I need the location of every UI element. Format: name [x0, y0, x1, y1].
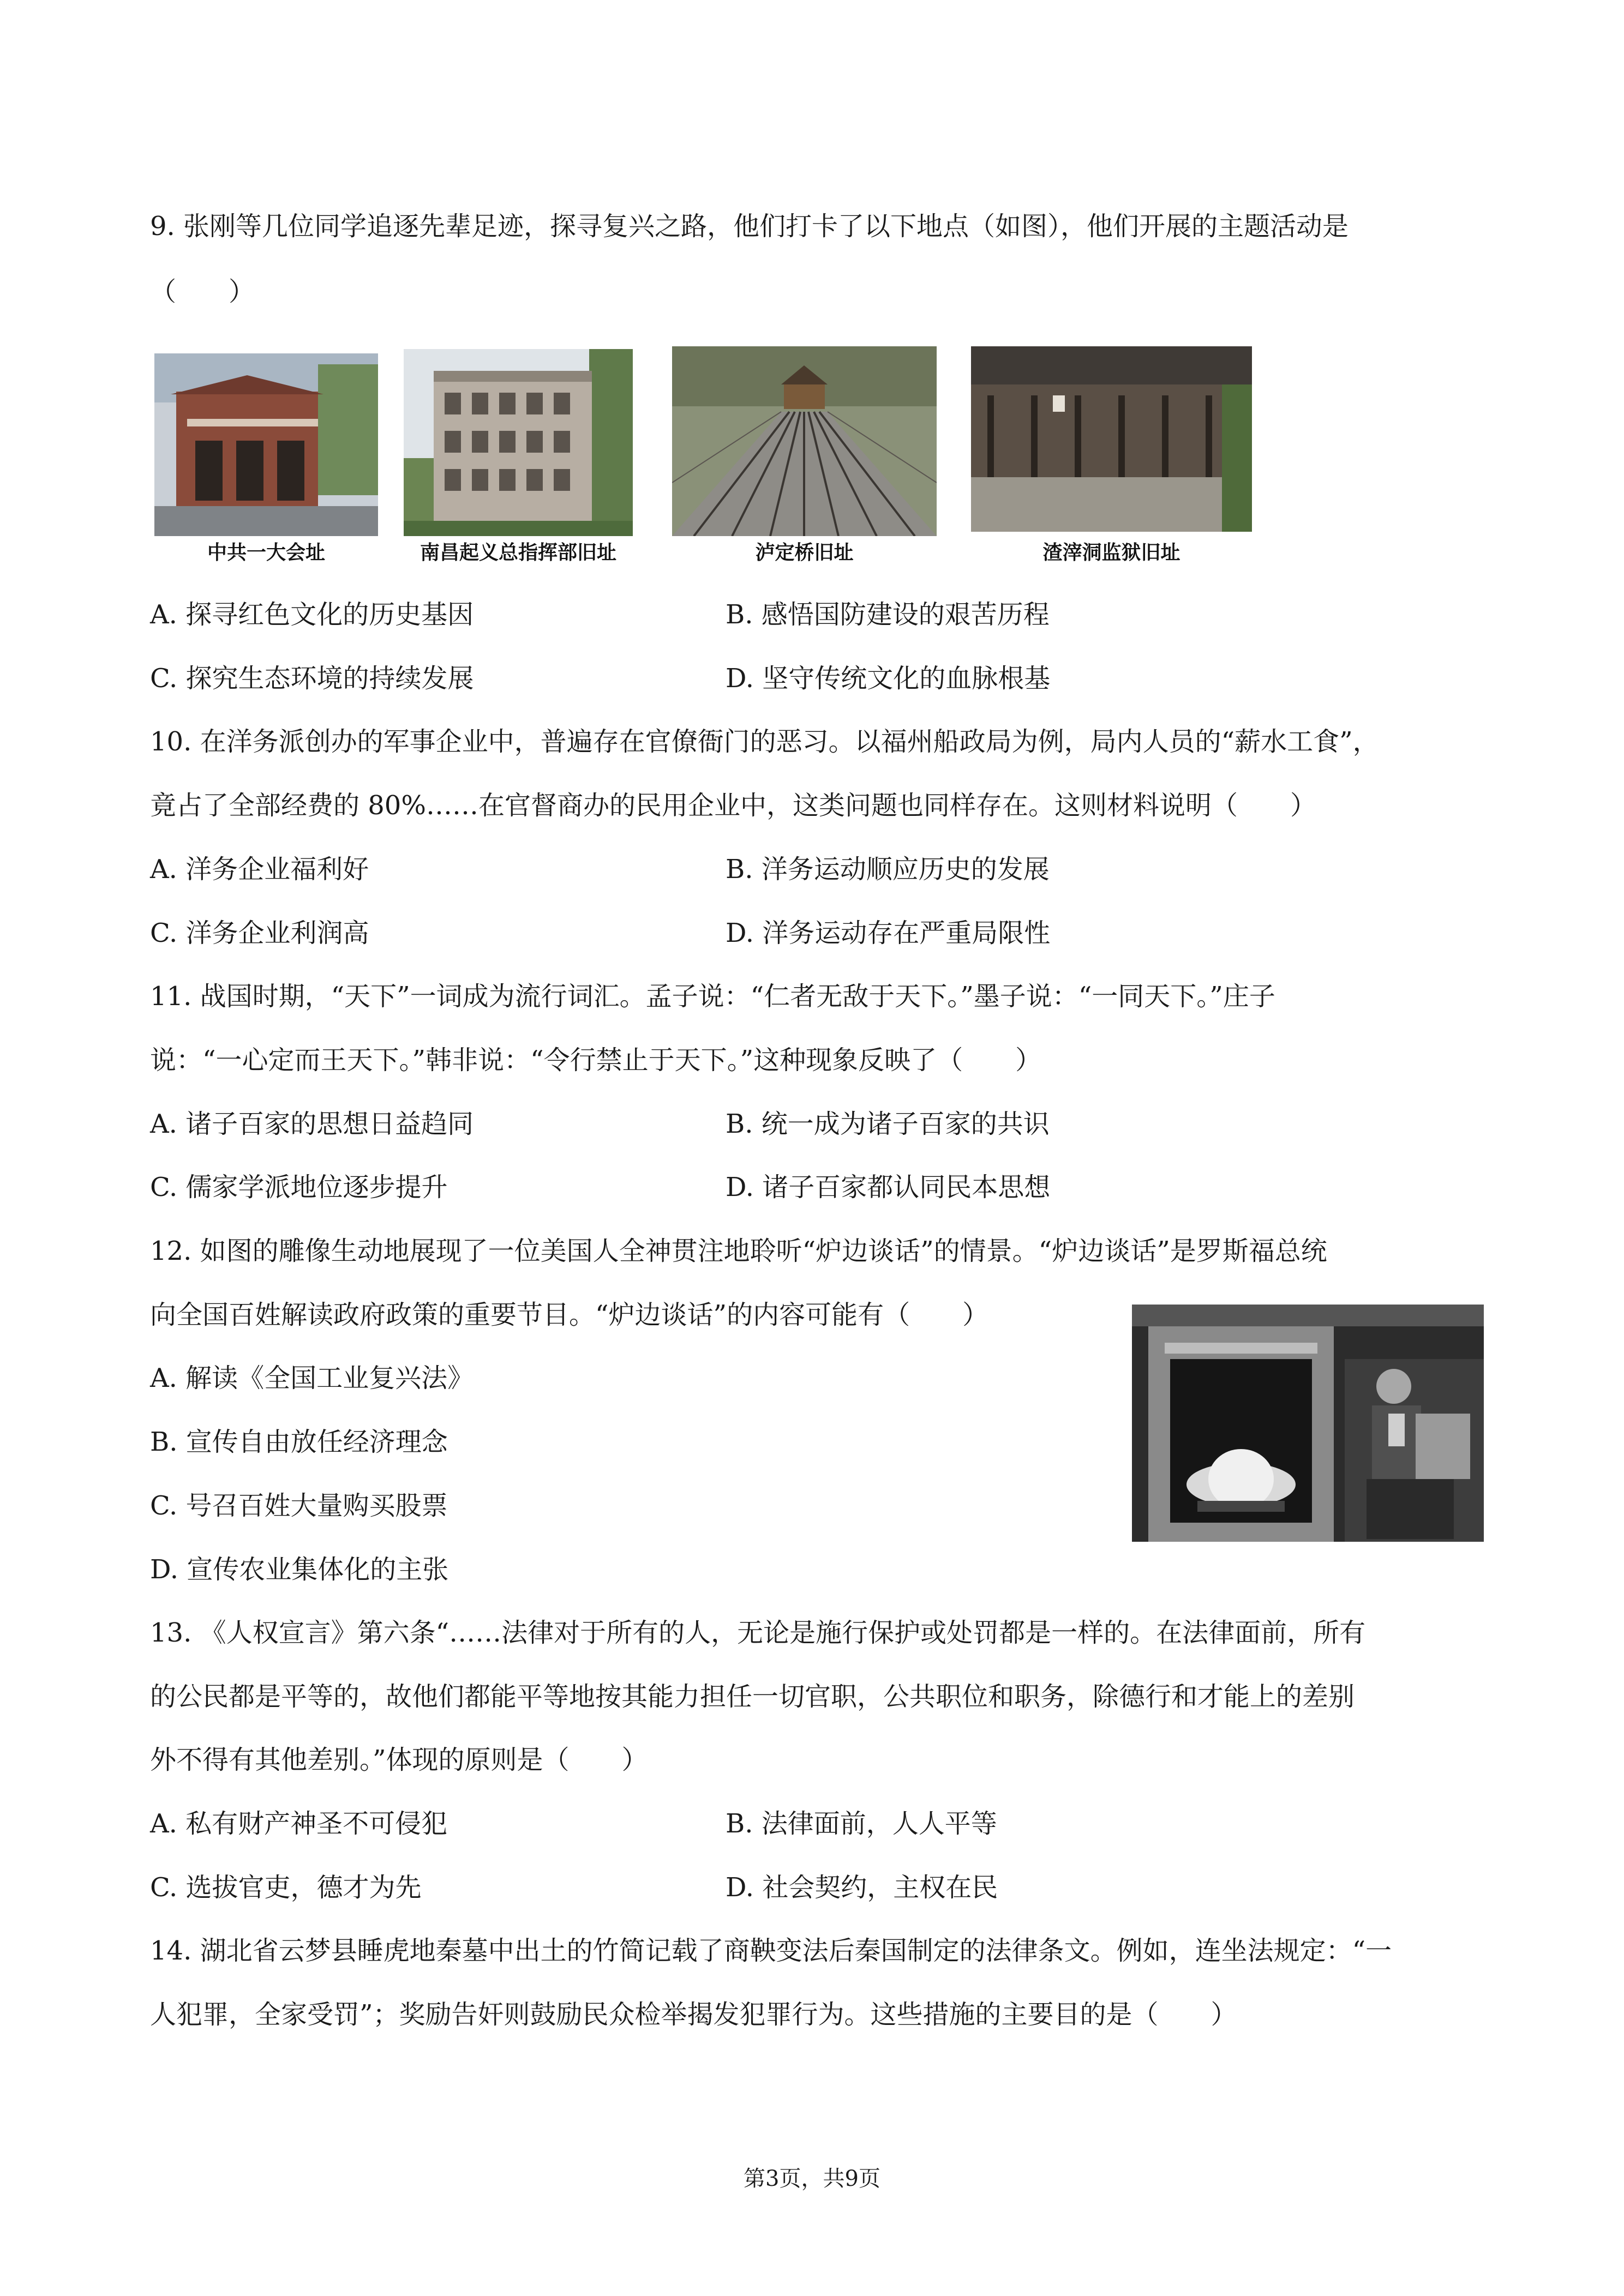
q13-option-a[interactable]: A. 私有财产神圣不可侵犯: [150, 1808, 448, 1839]
page-number-footer: 第3页，共9页: [744, 2166, 880, 2191]
q11-stem-line1: 11. 战国时期，“天下”一词成为流行词汇。孟子说：“仁者无敌于天下。”墨子说：“一同天下。”庄子: [150, 981, 1275, 1012]
photo-nanchang-uprising-hq: [404, 349, 633, 536]
q14-stem-line1: 14. 湖北省云梦县睡虎地秦墓中出土的竹简记载了商鞅变法后秦国制定的法律条文。例如，连坐法规定：“一: [150, 1936, 1392, 1966]
q13-stem-line1: 13. 《人权宣言》第六条“……法律对于所有的人，无论是施行保护或处罚都是一样的。在法律面前，所有: [150, 1618, 1366, 1648]
q10-option-d[interactable]: D. 洋务运动存在严重局限性: [726, 918, 1051, 948]
photo-zhazidong-prison: [971, 346, 1252, 532]
photo-luding-bridge: [672, 346, 937, 536]
q10-option-c[interactable]: C. 洋务企业利润高: [150, 918, 369, 948]
q13-option-c[interactable]: C. 选拔官吏，德才为先: [150, 1872, 422, 1903]
q13-option-d[interactable]: D. 社会契约，主权在民: [726, 1872, 998, 1903]
q9-option-a[interactable]: A. 探寻红色文化的历史基因: [150, 599, 474, 630]
photo-fireside-chat-statue: [1132, 1305, 1484, 1542]
q12-option-c[interactable]: C. 号召百姓大量购买股票: [150, 1490, 448, 1521]
q12-option-b[interactable]: B. 宣传自由放任经济理念: [150, 1427, 448, 1457]
q12-option-d[interactable]: D. 宣传农业集体化的主张: [150, 1554, 449, 1585]
q9-option-c[interactable]: C. 探究生态环境的持续发展: [150, 663, 474, 694]
q11-option-b[interactable]: B. 统一成为诸子百家的共识: [726, 1109, 1050, 1139]
q12-option-a[interactable]: A. 解读《全国工业复兴法》: [150, 1363, 474, 1393]
caption-nanchang-uprising-hq: 南昌起义总指挥部旧址: [420, 542, 616, 564]
q11-option-c[interactable]: C. 儒家学派地位逐步提升: [150, 1172, 448, 1203]
q14-stem-line2: 人犯罪，全家受罚”；奖励告奸则鼓励民众检举揭发犯罪行为。这些措施的主要目的是（ ）: [150, 1999, 1237, 2030]
q12-stem-line2: 向全国百姓解读政府政策的重要节目。“炉边谈话”的内容可能有（ ）: [150, 1300, 989, 1330]
q10-stem-line1: 10. 在洋务派创办的军事企业中，普遍存在官僚衙门的恶习。以福州船政局为例，局内人员的“薪水工食”，: [150, 726, 1379, 757]
photo-first-congress-site: [154, 353, 378, 536]
q9-option-d[interactable]: D. 坚守传统文化的血脉根基: [726, 663, 1051, 694]
q9-option-b[interactable]: B. 感悟国防建设的艰苦历程: [726, 599, 1050, 630]
q10-stem-line2: 竟占了全部经费的 80%……在官督商办的民用企业中，这类问题也同样存在。这则材料说明（ ）: [150, 790, 1316, 821]
q13-stem-line2: 的公民都是平等的，故他们都能平等地按其能力担任一切官职，公共职位和职务，除德行和才能上的差别: [150, 1681, 1355, 1712]
q11-option-a[interactable]: A. 诸子百家的思想日益趋同: [150, 1109, 474, 1139]
q11-option-d[interactable]: D. 诸子百家都认同民本思想: [726, 1172, 1051, 1203]
q13-stem-line3: 外不得有其他差别。”体现的原则是（ ）: [150, 1745, 648, 1775]
q9-stem-line2: （ ）: [150, 277, 255, 307]
q12-stem-line1: 12. 如图的雕像生动地展现了一位美国人全神贯注地聆听“炉边谈话”的情景。“炉边谈话”是罗斯福总统: [150, 1236, 1327, 1266]
caption-zhazidong-prison: 渣滓洞监狱旧址: [1042, 542, 1180, 564]
caption-luding-bridge: 泸定桥旧址: [755, 542, 854, 564]
q11-stem-line2: 说：“一心定而王天下。”韩非说：“令行禁止于天下。”这种现象反映了（ ）: [150, 1045, 1042, 1075]
q13-option-b[interactable]: B. 法律面前，人人平等: [726, 1808, 997, 1839]
q10-option-a[interactable]: A. 洋务企业福利好: [150, 854, 369, 885]
q10-option-b[interactable]: B. 洋务运动顺应历史的发展: [726, 854, 1050, 885]
q9-stem-line1: 9. 张刚等几位同学追逐先辈足迹，探寻复兴之路，他们打卡了以下地点（如图），他们开展的主题活动是: [150, 211, 1349, 242]
caption-first-congress-site: 中共一大会址: [207, 542, 325, 564]
